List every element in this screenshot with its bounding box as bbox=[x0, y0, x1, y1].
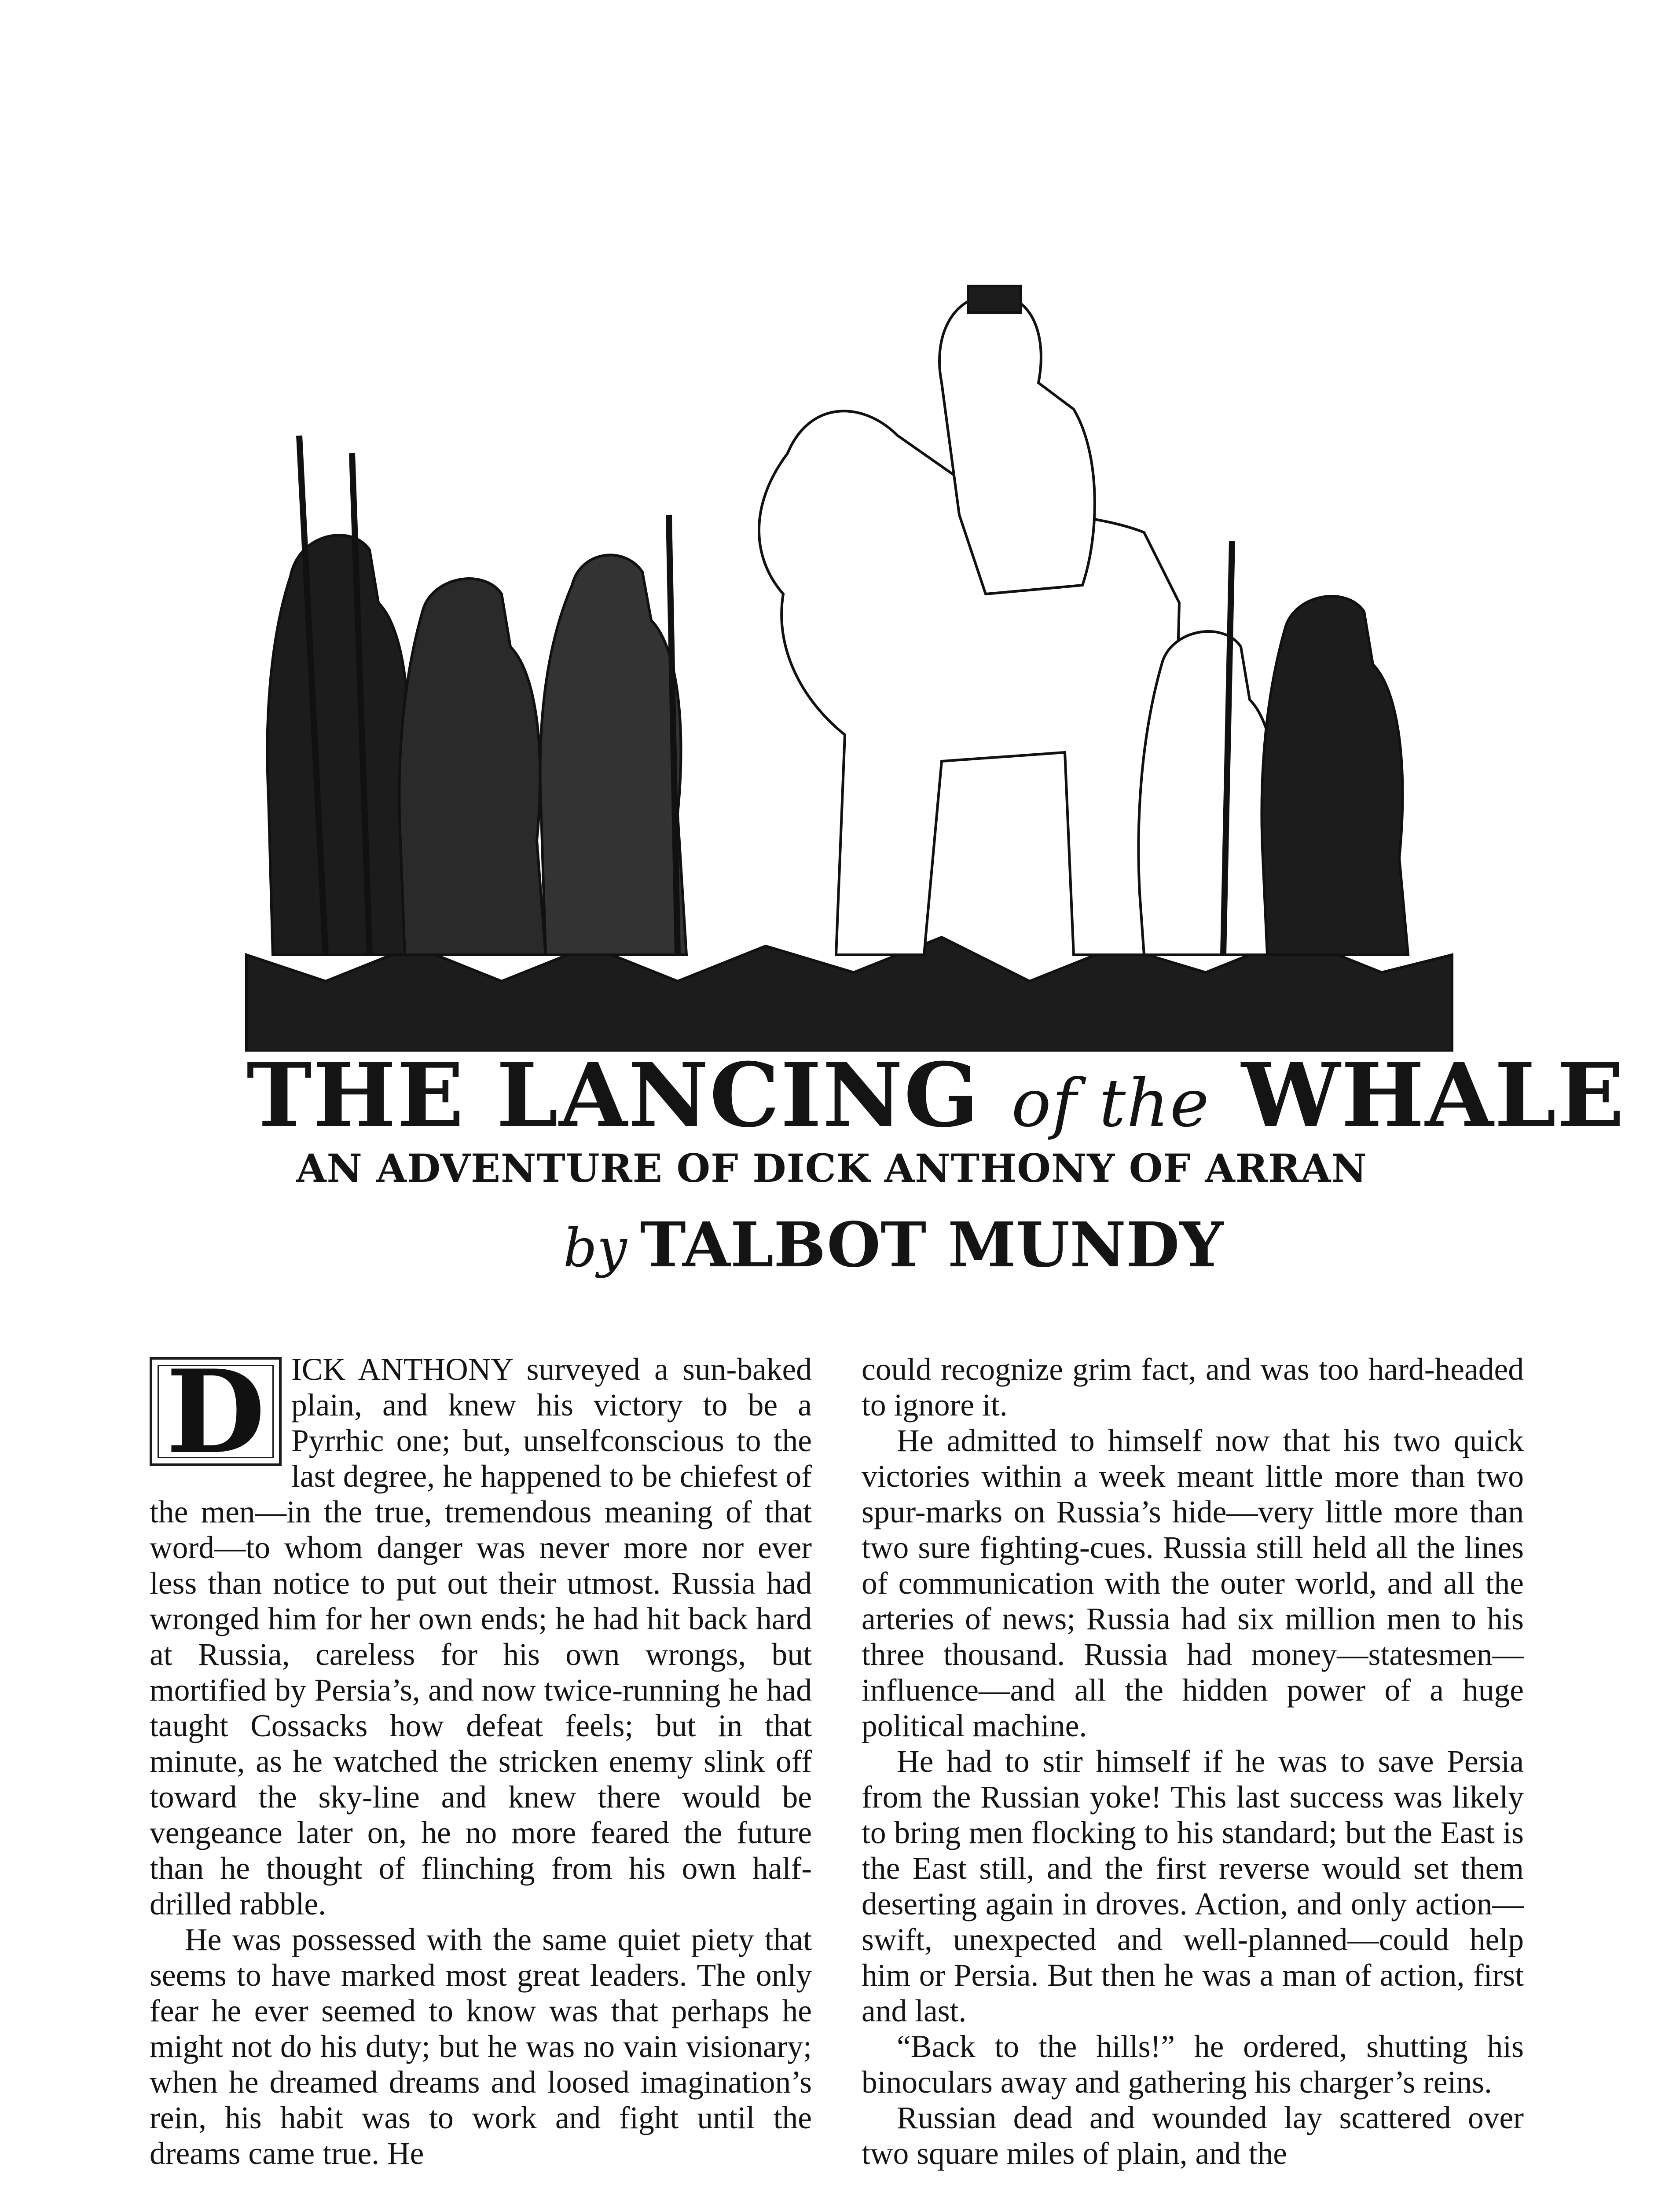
paragraph: Russian dead and wounded lay scattered over two square miles of plain, and the bbox=[862, 2101, 1524, 2171]
byline-by: by bbox=[563, 1218, 627, 1279]
paragraph: could recognize grim fact, and was too hard-headed to ignore it. bbox=[862, 1352, 1524, 1423]
paragraph: ICK ANTHONY surveyed a sun-baked plain, and knew his victory to be a Pyrrhic one; but, unselfconscious to the last degree, he happened to be chiefest of the men—in the true, tremendous meaning of that word—to whom danger was never more nor ever less than notice to put out their utmost. Russia had wronged him for her own ends; he had hit back hard at Russia, careless for his own wrongs, but mortified by Persia’s, and now twice-running he had taught Cossacks how defeat feels; but in that minute, as he watched the stricken enemy slink off toward the sky-line and knew there would be vengeance later on, he no more feared the future than he thought of flinching from his own half-drilled rabble. bbox=[150, 1352, 812, 1921]
article-title bbox=[246, 1043, 1625, 1148]
byline bbox=[563, 1208, 1302, 1283]
article-subtitle: AN ADVENTURE OF DICK ANTHONY OF ARRAN bbox=[296, 1145, 1367, 1191]
rider-and-soldiers-illustration bbox=[238, 268, 1461, 1052]
paragraph: He admitted to himself now that his two quick victories within a week meant little more than two spur-marks on Russia’s hide—very little more than two sure fighting-cues. Russia still held all the lines of communication with the outer world, and all the arteries of news; Russia had six million men to his three thousand. Russia had money—statesmen—influence—and all the hidden power of a huge political machine. bbox=[862, 1423, 1524, 1743]
paragraph: He was possessed with the same quiet piety that seems to have marked most great leaders. The only fear he ever seemed to know was that perhaps he might not do his duty; but he was no vain visionary; when he dreamed dreams and loosed imagination’s rein, his habit was to work and fight until the dreams came true. He bbox=[150, 1922, 812, 2171]
article-right-column bbox=[862, 1352, 1524, 2200]
author-name: TALBOT MUNDY bbox=[640, 1209, 1224, 1281]
title-end: WHALE bbox=[1241, 1044, 1625, 1147]
drop-cap bbox=[150, 1357, 282, 1466]
title-main: THE LANCING bbox=[246, 1044, 980, 1147]
title-of-the: of the bbox=[1011, 1065, 1210, 1142]
article-left-column bbox=[150, 1352, 812, 2200]
paragraph: He had to stir himself if he was to save Persia from the Russian yoke! This last success was likely to bring men flocking to his standard; but the East is the East still, and the first reverse would set them deserting again in droves. Action, and only action—swift, unexpected and well-planned—could help him or Persia. But then he was a man of action, first and last. bbox=[862, 1744, 1524, 2028]
paragraph: “Back to the hills!” he ordered, shutting his binoculars away and gathering his charger’s reins. bbox=[862, 2029, 1524, 2100]
drop-cap-letter: D bbox=[166, 1357, 265, 1466]
